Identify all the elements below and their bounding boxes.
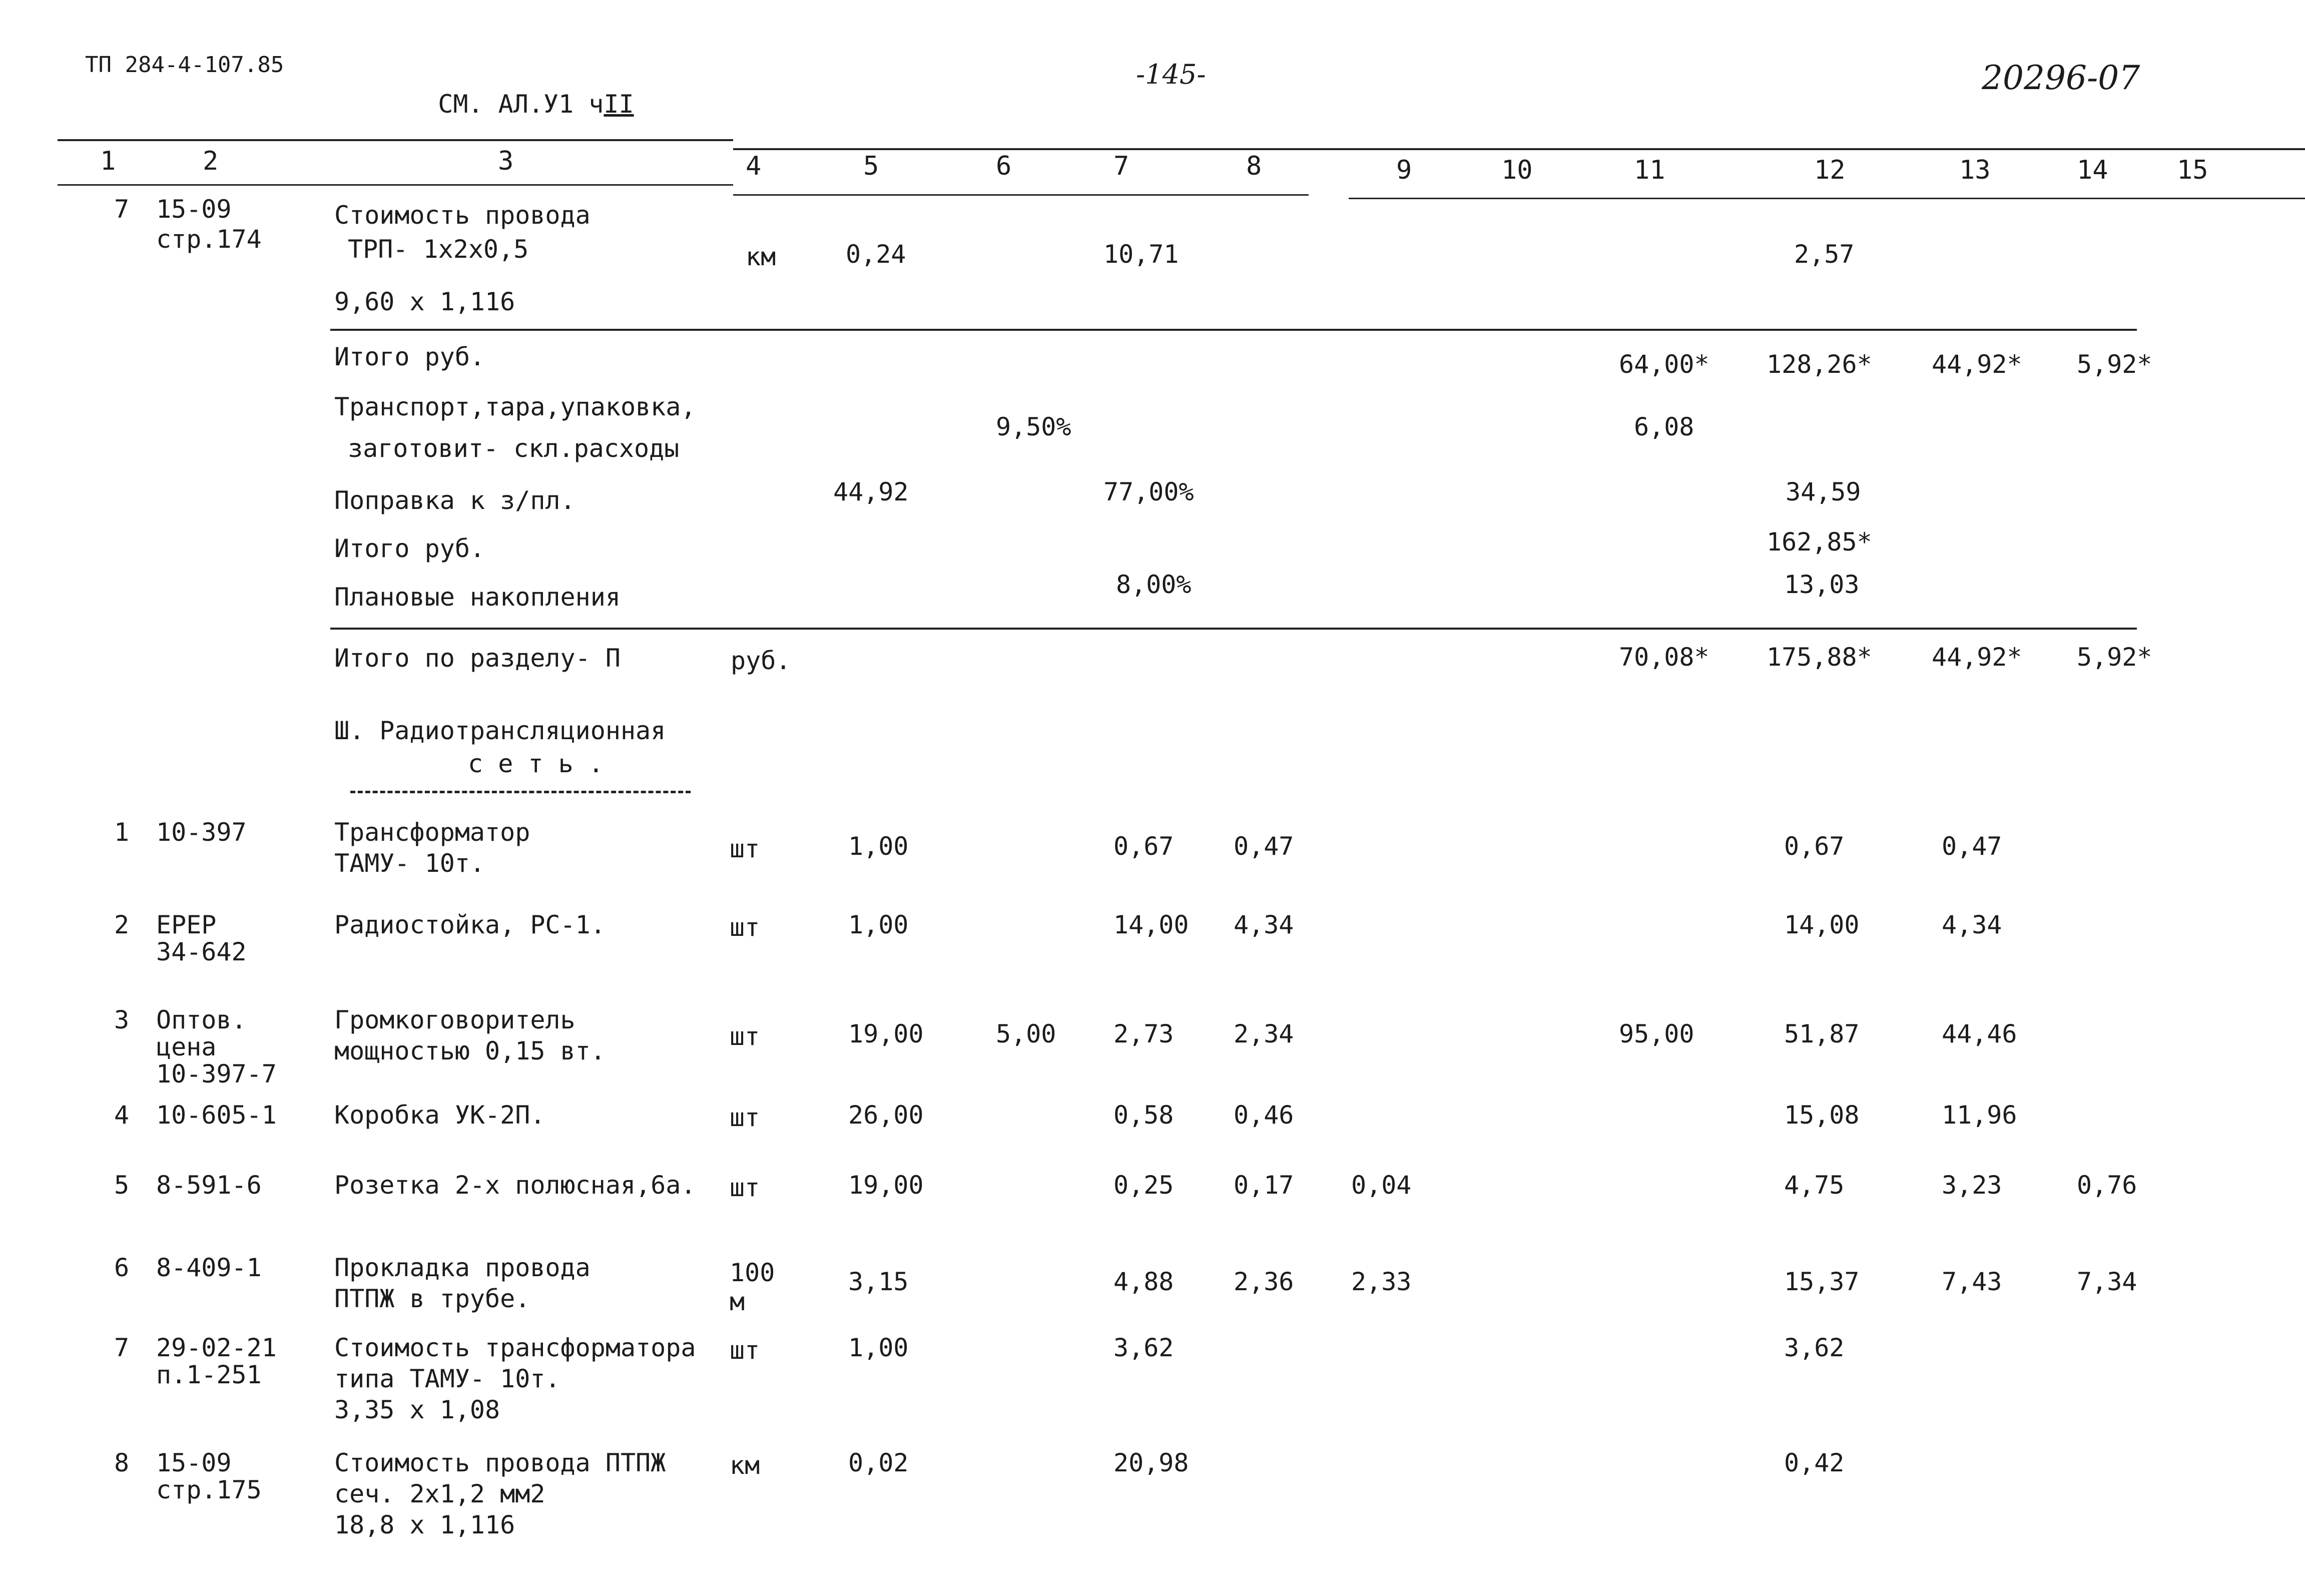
value-c5: 26,00 (848, 1101, 924, 1130)
item-description: сеч. 2х1,2 мм2 (334, 1479, 545, 1508)
percent-value: 77,00% (1103, 477, 1194, 506)
header-bottom-rule-left (58, 184, 733, 186)
norm-code: 10-397-7 (156, 1059, 277, 1089)
unit: шт (730, 834, 760, 863)
unit: км (730, 1451, 760, 1480)
price-formula: 9,60 х 1,116 (334, 287, 515, 316)
value-c8: 0,17 (1234, 1171, 1294, 1200)
total-col11: 64,00* (1619, 350, 1709, 379)
row-number: 3 (114, 1005, 130, 1034)
norm-code: 29-02-21 (156, 1333, 277, 1362)
header-bottom-rule-mid (733, 194, 1309, 196)
unit: шт (730, 913, 760, 942)
item-description: Прокладка провода (334, 1253, 591, 1282)
value-c12: 51,87 (1784, 1019, 1860, 1048)
column-number: 1 (100, 146, 116, 176)
value-c14: 7,34 (2077, 1267, 2137, 1296)
value-c7: 0,25 (1113, 1171, 1174, 1200)
value-col12: 34,59 (1786, 477, 1861, 506)
value-c5: 1,00 (848, 910, 909, 939)
column-number: 11 (1634, 155, 1665, 185)
section-title-underline (350, 791, 691, 793)
value-c12: 0,42 (1784, 1448, 1845, 1477)
unit: км (746, 242, 776, 271)
value-col11: 6,08 (1634, 412, 1694, 441)
column-number: 13 (1959, 155, 1991, 185)
percent-value: 8,00% (1116, 570, 1192, 599)
unit: шт (730, 1103, 760, 1132)
value-c13: 11,96 (1942, 1101, 2017, 1130)
value-c12: 14,00 (1784, 910, 1860, 939)
value-c13: 4,34 (1942, 910, 2002, 939)
value-col12: 162,85* (1767, 527, 1872, 557)
column-number: 7 (1113, 151, 1129, 181)
norm-code: 10-605-1 (156, 1101, 277, 1130)
norm-code: 8-591-6 (156, 1171, 262, 1200)
quantity: 0,24 (846, 240, 906, 269)
rule-before-itogo (330, 329, 2137, 331)
total-col14: 5,92* (2077, 643, 2152, 672)
value-c12: 15,37 (1784, 1267, 1860, 1296)
value-c8: 0,47 (1234, 832, 1294, 861)
document-number: 20296-07 (1982, 59, 2140, 97)
value-c12: 3,62 (1784, 1333, 1845, 1362)
value-c9: 2,33 (1351, 1267, 1412, 1296)
total-cost: 2,57 (1794, 240, 1855, 269)
unit: шт (730, 1173, 760, 1202)
row-number: 4 (114, 1101, 130, 1130)
item-description: Стоимость провода (334, 201, 591, 230)
column-number: 5 (863, 151, 879, 181)
item-description: Трансформатор (334, 818, 530, 847)
norm-code: 15-09 (156, 1448, 232, 1477)
item-description: 18,8 х 1,116 (334, 1510, 515, 1539)
value-col12: 13,03 (1784, 570, 1860, 599)
row-label: Поправка к з/пл. (334, 486, 575, 515)
value-c8: 4,34 (1234, 910, 1294, 939)
norm-code: стр.175 (156, 1475, 262, 1504)
item-description: ТАМУ- 10т. (334, 849, 485, 878)
total-col13: 44,92* (1932, 350, 2022, 379)
column-number: 14 (2077, 155, 2108, 185)
column-number: 9 (1396, 155, 1412, 185)
item-description: 3,35 х 1,08 (334, 1395, 500, 1424)
album-ref-text: СМ. АЛ.У1 ч (438, 89, 604, 119)
norm-code: 8-409-1 (156, 1253, 262, 1282)
value-c5: 19,00 (848, 1171, 924, 1200)
value-c13: 7,43 (1942, 1267, 2002, 1296)
value-c12: 4,75 (1784, 1171, 1845, 1200)
row-label: Итого по разделу- П (334, 644, 621, 673)
unit: 100 м (730, 1258, 775, 1316)
value-c7: 2,73 (1113, 1019, 1174, 1048)
total-col12: 175,88* (1767, 643, 1872, 672)
column-number: 12 (1814, 155, 1846, 185)
row-label: заготовит- скл.расходы (348, 434, 680, 463)
item-description: ПТПЖ в трубе. (334, 1284, 530, 1313)
norm-code: 15-09 (156, 195, 232, 224)
value-c11: 95,00 (1619, 1019, 1694, 1048)
norm-code: п.1-251 (156, 1360, 262, 1389)
value-c5: 1,00 (848, 1333, 909, 1362)
unit: шт (730, 1022, 760, 1051)
value-c7: 14,00 (1113, 910, 1189, 939)
column-number: 3 (498, 146, 514, 176)
value-c8: 2,34 (1234, 1019, 1294, 1048)
value-c5: 19,00 (848, 1019, 924, 1048)
item-description: Коробка УК-2П. (334, 1101, 545, 1130)
norm-code: ЕРЕР (156, 910, 217, 939)
rule-before-section-total (330, 628, 2137, 630)
row-number: 7 (114, 1333, 130, 1362)
norm-code: стр.174 (156, 225, 262, 254)
section-title: Ш. Радиотрансляционная (334, 716, 666, 745)
column-number: 6 (996, 151, 1012, 181)
row-label: Транспорт,тара,упаковка, (334, 392, 696, 421)
value-c8: 2,36 (1234, 1267, 1294, 1296)
unit: шт (730, 1336, 760, 1365)
total-col14: 5,92* (2077, 350, 2152, 379)
row-number: 2 (114, 910, 130, 939)
row-number: 8 (114, 1448, 130, 1477)
value-c9: 0,04 (1351, 1171, 1412, 1200)
header-top-rule-left (58, 139, 733, 141)
row-number: 1 (114, 818, 130, 847)
norm-code: 34-642 (156, 937, 247, 966)
item-description: мощностью 0,15 вт. (334, 1036, 606, 1066)
value-col5: 44,92 (833, 477, 909, 506)
section-title: с е т ь . (468, 749, 604, 778)
value-c14: 0,76 (2077, 1171, 2137, 1200)
row-number: 7 (114, 195, 130, 224)
item-description: ТРП- 1х2х0,5 (348, 235, 529, 264)
value-c13: 44,46 (1942, 1019, 2017, 1048)
album-part: II (604, 89, 634, 119)
row-label: Итого руб. (334, 534, 485, 563)
row-number: 6 (114, 1253, 130, 1282)
value-c7: 3,62 (1113, 1333, 1174, 1362)
column-number: 15 (2177, 155, 2208, 185)
column-number: 4 (746, 151, 762, 181)
value-c7: 20,98 (1113, 1448, 1189, 1477)
value-c7: 4,88 (1113, 1267, 1174, 1296)
item-description: типа ТАМУ- 10т. (334, 1364, 560, 1393)
row-label: Плановые накопления (334, 583, 621, 612)
value-c7: 0,58 (1113, 1101, 1174, 1130)
item-description: Радиостойка, РС-1. (334, 910, 606, 939)
value-c5: 0,02 (848, 1448, 909, 1477)
value-c5: 1,00 (848, 832, 909, 861)
value-c6: 5,00 (996, 1019, 1056, 1048)
row-label: Итого руб. (334, 342, 485, 371)
norm-code: 10-397 (156, 818, 247, 847)
column-number: 2 (203, 146, 219, 176)
norm-code: цена (156, 1032, 217, 1061)
column-number: 8 (1246, 151, 1262, 181)
project-code: ТП 284-4-107.85 (85, 52, 284, 78)
value-c12: 15,08 (1784, 1101, 1860, 1130)
total-col13: 44,92* (1932, 643, 2022, 672)
item-description: Розетка 2-х полюсная,6а. (334, 1171, 696, 1200)
value-c5: 3,15 (848, 1267, 909, 1296)
total-col12: 128,26* (1767, 350, 1872, 379)
value-c13: 0,47 (1942, 832, 2002, 861)
album-reference (408, 61, 634, 119)
value-c8: 0,46 (1234, 1101, 1294, 1130)
header-bottom-rule-right (1349, 198, 2305, 199)
row-number: 5 (114, 1171, 130, 1200)
item-description: Громкоговоритель (334, 1005, 575, 1034)
column-number: 10 (1501, 155, 1533, 185)
page-number: -145- (1136, 59, 1206, 90)
unit-price: 10,71 (1103, 240, 1179, 269)
value-c13: 3,23 (1942, 1171, 2002, 1200)
header-top-rule-right (733, 148, 2305, 150)
total-col11: 70,08* (1619, 643, 1709, 672)
value-c12: 0,67 (1784, 832, 1845, 861)
unit: руб. (731, 646, 791, 675)
percent-value: 9,50% (996, 412, 1071, 441)
norm-code: Оптов. (156, 1005, 247, 1034)
value-c7: 0,67 (1113, 832, 1174, 861)
item-description: Стоимость провода ПТПЖ (334, 1448, 666, 1477)
item-description: Стоимость трансформатора (334, 1333, 696, 1362)
